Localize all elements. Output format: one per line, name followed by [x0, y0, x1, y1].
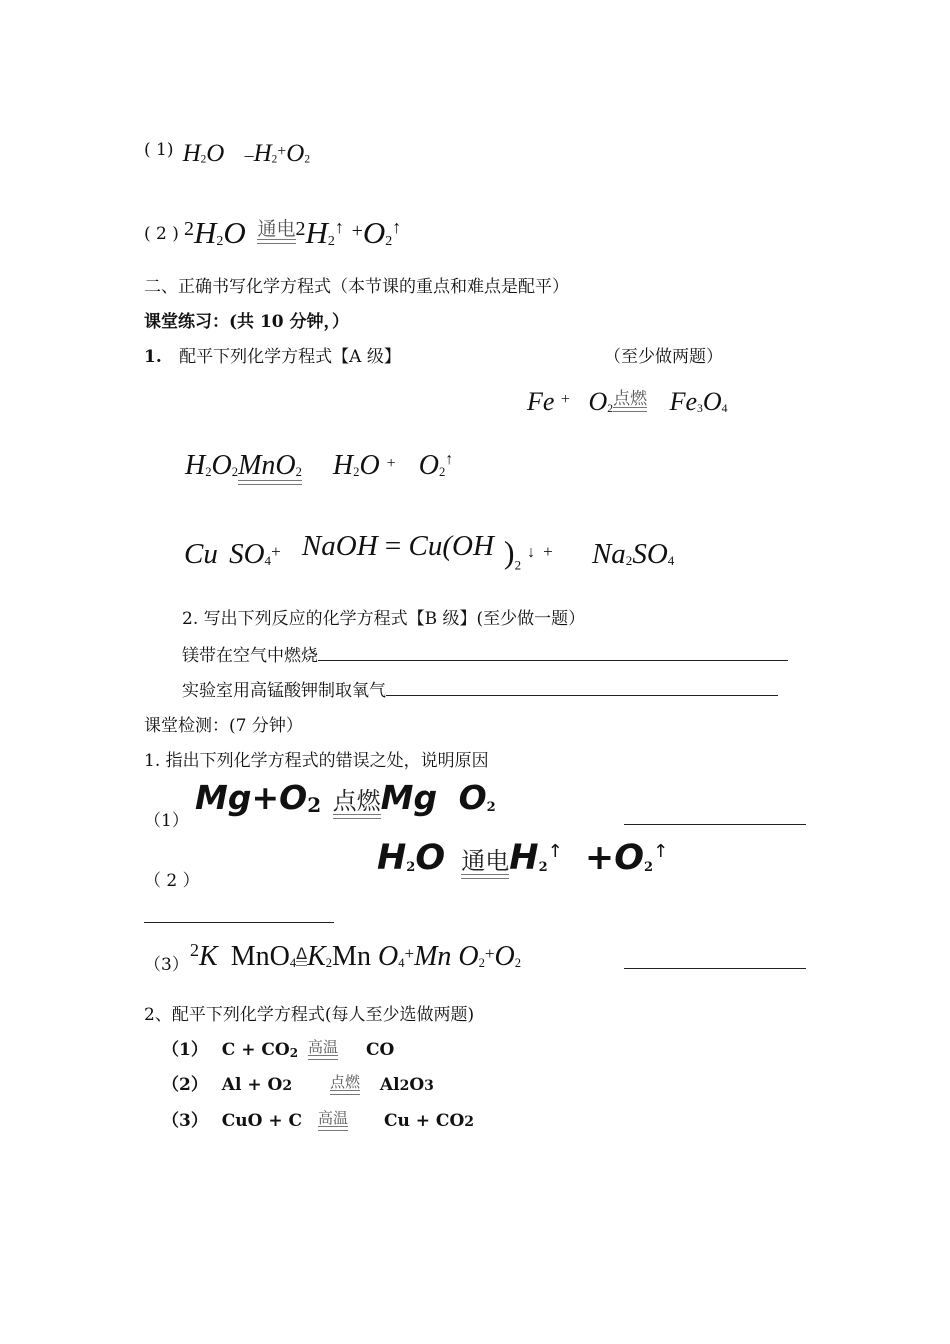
subscript: 2	[464, 1114, 474, 1130]
plus: +	[543, 542, 553, 561]
dash: –	[244, 145, 254, 165]
condition-label: 高温	[318, 1109, 349, 1127]
subscript: 2	[538, 859, 548, 875]
subscript: 2	[216, 234, 224, 250]
formula-text: K	[199, 941, 218, 972]
answer-blank[interactable]	[318, 660, 788, 661]
formula-text: CuO + C	[221, 1111, 303, 1131]
formula-text: H	[182, 140, 201, 167]
item-number: （1）	[162, 1040, 208, 1060]
formula-text: SO	[632, 538, 668, 570]
question-1-note: （至少做两题）	[604, 347, 723, 367]
test-question-1: 1. 指出下列化学方程式的错误之处，说明原因	[144, 751, 489, 771]
formula-text: SO	[229, 538, 265, 570]
answer-blank[interactable]	[386, 695, 778, 696]
subscript: 2	[607, 401, 614, 415]
equation-2	[144, 214, 401, 251]
formula-text: Al	[379, 1075, 400, 1095]
subscript: 2	[353, 464, 360, 479]
condition-label: 点燃	[613, 384, 647, 409]
formula-text: O	[702, 387, 722, 416]
error-2-equation	[377, 838, 668, 878]
coefficient: 2	[190, 940, 199, 960]
subscript: 4	[289, 955, 297, 970]
answer-blank[interactable]	[624, 944, 806, 969]
down-arrow: ↓	[527, 544, 536, 561]
subscript: 2	[271, 153, 278, 166]
plus: +	[277, 143, 287, 160]
formula-text: O	[614, 838, 645, 878]
subscript: 2	[200, 153, 207, 166]
formula-text: O	[458, 941, 479, 972]
formula-text: MnO	[230, 941, 290, 972]
subscript: 2	[625, 552, 633, 568]
subscript: 2	[406, 859, 416, 875]
subscript: 2	[325, 955, 333, 970]
plus: +	[484, 944, 495, 963]
subscript: 2	[478, 955, 485, 970]
condition-label: Δ	[296, 944, 308, 963]
test-title: 课堂检测：(7 分钟）	[144, 716, 303, 736]
formula-text: NaOH	[301, 530, 378, 562]
question-number: 1.	[144, 347, 162, 367]
formula-text: O	[211, 450, 232, 481]
formula-text: O	[418, 450, 439, 481]
formula-text: H	[332, 450, 354, 481]
formula-text: H	[253, 140, 272, 167]
up-arrow: ↑	[547, 841, 563, 862]
formula-text: Mg	[195, 778, 252, 817]
subscript: 2	[282, 1078, 293, 1094]
formula-text: Al + O	[221, 1075, 283, 1095]
equals: =	[384, 530, 402, 562]
subscript: 2	[205, 464, 212, 479]
subscript: 2	[304, 153, 310, 166]
subscript: 2	[514, 955, 522, 970]
paren: )	[503, 534, 515, 570]
subscript: 4	[398, 955, 405, 970]
formula-text: H	[509, 838, 539, 878]
answer-blank[interactable]	[144, 898, 334, 923]
subscript: 2	[514, 557, 522, 573]
coefficient: 2	[295, 218, 306, 240]
error-1-number: （1）	[144, 811, 189, 831]
up-arrow: ↑	[334, 217, 344, 237]
subscript: 2	[438, 464, 446, 479]
up-arrow: ↑	[445, 451, 454, 468]
question-2b-title: 2、配平下列化学方程式(每人至少选做两题)	[144, 1005, 475, 1025]
question-2-line-1	[182, 641, 788, 666]
plus: +	[560, 391, 570, 408]
item-number: （2）	[162, 1075, 208, 1095]
subscript: 2	[327, 234, 335, 250]
subscript: 4	[264, 552, 272, 568]
subscript: 2	[295, 464, 302, 479]
balance-item-2	[162, 1070, 434, 1095]
subscript: 2	[385, 234, 393, 250]
condition-label: 通电	[461, 841, 509, 876]
formula-text: K	[307, 941, 326, 972]
formula-text: Mn	[332, 941, 371, 972]
plus: +	[584, 838, 615, 878]
subscript: 3	[697, 401, 703, 415]
formula-text: O	[588, 387, 608, 416]
practice-title: 课堂练习：(共 10 分钟，）	[144, 312, 350, 332]
cuso4-equation	[184, 530, 674, 574]
subscript: 2	[486, 799, 496, 815]
plus: +	[271, 542, 281, 561]
equation-number: ( 1)	[144, 140, 174, 160]
formula-text: O	[223, 215, 246, 250]
formula-text: O	[494, 941, 515, 972]
error-1-equation	[195, 778, 496, 817]
equation-1	[144, 140, 310, 168]
question-1	[144, 342, 401, 367]
condition-label: 高温	[308, 1038, 339, 1056]
formula-text: H	[377, 838, 407, 878]
equation-number: ( 2 )	[144, 224, 179, 244]
formula-text: O	[279, 778, 308, 817]
subscript: 2	[644, 859, 654, 875]
formula-text: Fe	[669, 387, 697, 416]
formula-text: O	[359, 450, 380, 481]
condition-label: 点燃	[333, 781, 381, 816]
subscript: 3	[424, 1078, 434, 1094]
catalyst-label: MnO	[238, 450, 296, 481]
formula-text: Cu	[184, 538, 218, 570]
item-number: （3）	[162, 1111, 208, 1131]
formula-text: O	[362, 215, 386, 250]
error-2-number: （ 2 ）	[144, 871, 200, 891]
formula-text: Fe	[527, 387, 555, 416]
formula-text: H	[193, 215, 217, 250]
up-arrow: ↑	[392, 217, 402, 237]
subscript: 2	[399, 1078, 410, 1094]
formula-text: C + CO	[221, 1040, 290, 1060]
formula-text: Cu(OH	[408, 530, 494, 562]
condition-label: 通电	[257, 214, 295, 241]
formula-text: O	[415, 838, 446, 878]
question-text: 配平下列化学方程式【A 级】	[179, 347, 401, 367]
subscript: 2	[231, 464, 239, 479]
error-3-equation	[190, 940, 521, 973]
prompt-text: 实验室用高锰酸钾制取氧气	[182, 681, 386, 701]
formula-text: Mg	[380, 778, 438, 817]
formula-text: CO	[365, 1040, 395, 1060]
section-title: 二、正确书写化学方程式（本节课的重点和难点是配平）	[144, 277, 569, 297]
plus: +	[351, 220, 363, 242]
subscript: 4	[721, 401, 728, 415]
balance-item-3	[162, 1106, 474, 1131]
fe-equation	[527, 384, 727, 417]
plus: +	[386, 455, 396, 472]
subscript: 4	[667, 552, 675, 568]
formula-text: O	[206, 140, 225, 167]
error-3-number: （3）	[144, 955, 189, 975]
subscript: 2	[289, 1046, 299, 1060]
h2o2-equation	[185, 450, 453, 482]
question-2-line-2	[182, 676, 778, 701]
balance-item-1	[162, 1035, 394, 1060]
plus: +	[251, 778, 280, 817]
formula-text: O	[409, 1075, 425, 1095]
prompt-text: 镁带在空气中燃烧	[182, 646, 318, 666]
formula-text: Na	[591, 538, 626, 570]
condition-label: 点燃	[329, 1073, 360, 1091]
up-arrow: ↑	[653, 841, 669, 862]
question-2-title: 2. 写出下列反应的化学方程式【B 级】(至少做一题）	[182, 609, 586, 629]
coefficient: 2	[183, 218, 194, 240]
plus: +	[404, 944, 415, 963]
formula-text: Mn	[414, 941, 452, 972]
formula-text: O	[458, 778, 487, 817]
answer-blank[interactable]	[624, 800, 806, 825]
formula-text: Cu + CO	[383, 1111, 465, 1131]
formula-text: O	[377, 941, 399, 972]
subscript: 2	[307, 793, 322, 817]
formula-text: O	[286, 140, 305, 167]
formula-text: H	[185, 450, 206, 481]
formula-text: H	[305, 215, 328, 250]
